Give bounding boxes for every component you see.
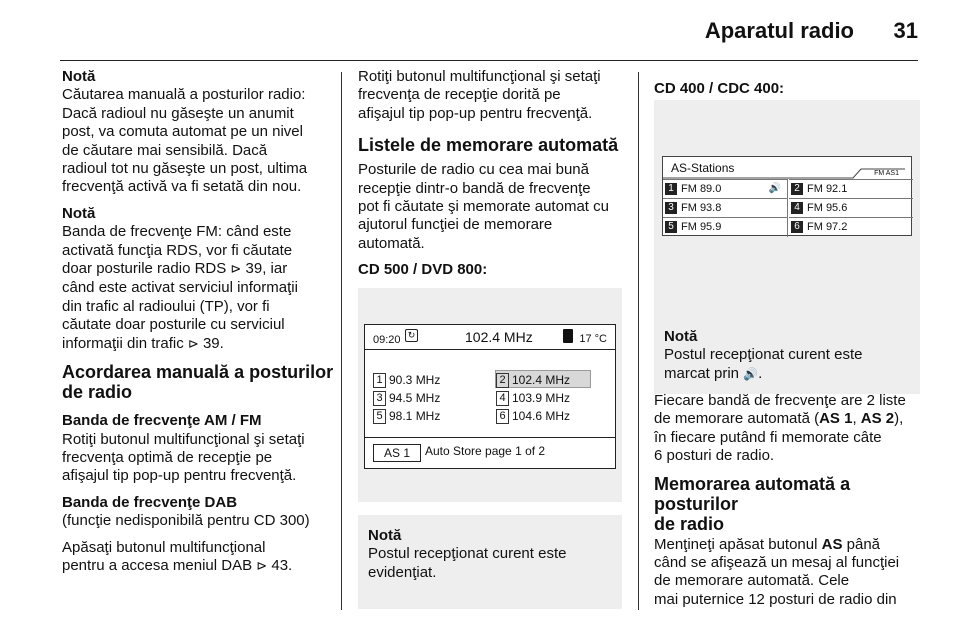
phone-icon (563, 329, 573, 343)
preset-number: 5 (373, 409, 386, 424)
text-line: radioul tot nu găseşte un post, ultima (62, 160, 308, 178)
preset-frequency: FM 95.9 (681, 221, 722, 233)
header-divider (60, 60, 918, 61)
preset-4[interactable] (789, 198, 913, 216)
body-paragraph (358, 161, 634, 253)
text-line: Apăsaţi butonul multifuncţional (62, 538, 266, 556)
cd400-note (664, 328, 862, 383)
preset-frequency: 98.1 MHz (389, 408, 441, 423)
text-line: când este activat serviciul informaţii (62, 279, 298, 297)
text-line: mai puternice 12 posturi de radio din (654, 590, 897, 608)
text-line: căutate doar posturile cu serviciul (62, 316, 285, 334)
text-fragment: doar posturile radio RDS (62, 260, 231, 278)
dab-block (62, 494, 334, 577)
text-line (654, 410, 922, 428)
text-line: recepţie dintr-o bandă de frecvenţe (358, 179, 591, 197)
text-fragment: marcat prin (664, 364, 744, 382)
text-line: Postul recepţionat curent este (368, 545, 567, 563)
text-line (62, 335, 334, 354)
text-line: din trafic al radioului (TP), vor fi (62, 297, 270, 315)
page-reference-arrow-icon: ⊳ (187, 336, 199, 352)
text-fragment: pentru a accesa meniul DAB (62, 556, 257, 574)
text-line: automată. (358, 234, 425, 252)
text-line: 6 posturi de radio. (654, 447, 775, 465)
text-line (62, 260, 334, 279)
cd400-screen-illustration (654, 100, 920, 394)
heading-line: de radio (62, 382, 133, 403)
preset-frequency: FM 95.6 (807, 202, 848, 214)
cd500-screen-illustration (358, 288, 622, 502)
preset-frequency: 102.4 MHz (512, 372, 571, 387)
text-line: Rotiţi butonul multifuncţional şi setaţi (62, 430, 305, 448)
as2-label: AS 2 (860, 410, 895, 428)
text-line: Postul recepţionat curent este (664, 346, 863, 364)
divider (787, 179, 788, 237)
preset-number: 2 (496, 373, 509, 388)
text-line: Dacă radioul nu găseşte un anumit (62, 104, 294, 122)
text-line (654, 536, 922, 554)
page-reference-arrow-icon: ⊳ (256, 558, 268, 574)
column-2 (358, 68, 634, 502)
page-number: 31 (893, 18, 918, 43)
text-line: frecvenţa de recepţie dorită pe (358, 86, 561, 104)
text-line: frecvenţa optimă de recepţie pe (62, 448, 273, 466)
note-title: Notă (664, 328, 698, 345)
text-fragment: , (852, 410, 861, 428)
text-fragment: , iar (262, 260, 288, 278)
text-line: evidenţiat. (368, 563, 437, 581)
text-line: (funcţie nedisponibilă pentru CD 300) (62, 512, 310, 530)
preset-frequency: FM 92.1 (807, 183, 848, 195)
text-fragment: de memorare automată ( (654, 410, 820, 428)
note-title: Notă (62, 68, 96, 85)
status-bar (365, 325, 615, 349)
preset-number: 6 (791, 221, 803, 233)
text-line: Banda de frecvenţe FM: când este (62, 223, 292, 241)
preset-2[interactable] (789, 179, 913, 197)
as1-label: AS 1 (819, 410, 853, 428)
note-block-2 (62, 205, 334, 354)
preset-frequency: FM 93.8 (681, 202, 722, 214)
subheading: Banda de frecvenţe DAB (62, 493, 238, 511)
text-line: frecvenţă activă va fi setată din nou. (62, 178, 302, 196)
section-heading: Listele de memorare automată (358, 135, 619, 156)
text-line: în fiecare putând fi memorate câte (654, 428, 882, 446)
preset-5[interactable] (663, 217, 787, 235)
preset-number: 1 (665, 183, 677, 195)
text-line: Căutarea manuală a posturilor radio: (62, 86, 306, 104)
note-title: Notă (62, 204, 96, 222)
text-line: post, va comuta automat pe un nivel (62, 123, 303, 141)
speaker-icon: 🔊 (743, 366, 759, 381)
text-line: Rotiţi butonul multifuncţional şi setaţi (358, 68, 601, 85)
text-line: activată funcţia RDS, vor fi căutate (62, 241, 293, 259)
temperature: 17 °C (579, 332, 607, 345)
preset-frequency: FM 97.2 (807, 221, 848, 233)
column-divider-2 (638, 72, 639, 610)
page-reference[interactable]: 39 (202, 334, 220, 352)
text-fragment: ), (894, 410, 904, 428)
text-fragment: . (288, 556, 293, 574)
am-fm-block (62, 412, 334, 486)
column-3-body (654, 392, 922, 609)
device-label: CD 400 / CDC 400: (654, 80, 785, 97)
text-fragment: informaţii din trafic (62, 334, 188, 352)
preset-3[interactable] (373, 389, 473, 407)
screen-title: AS-Stations (671, 161, 735, 175)
preset-number: 6 (496, 409, 509, 424)
preset-frequency: 94.5 MHz (389, 390, 441, 405)
preset-4[interactable] (496, 389, 596, 407)
text-line: de căutare mai sensibilă. Dacă (62, 141, 268, 159)
page-reference-arrow-icon: ⊳ (230, 262, 242, 278)
subheading: Banda de frecvenţe AM / FM (62, 412, 262, 430)
section-heading (62, 362, 334, 402)
section-heading (654, 474, 922, 534)
paragraph (654, 392, 922, 466)
preset-number: 5 (665, 221, 677, 233)
clock: 09:20 (373, 333, 401, 346)
preset-number: 1 (373, 373, 386, 388)
preset-number: 3 (665, 202, 677, 214)
heading-line: Acordarea manuală a posturilor (62, 362, 334, 383)
heading-line: de radio (654, 513, 725, 534)
as-button[interactable]: AS 1 (373, 444, 421, 462)
column-divider-1 (341, 72, 342, 610)
text-line: de memorare automată. Cele (654, 572, 850, 590)
auto-store-status: Auto Store page 1 of 2 (425, 444, 546, 459)
text-fragment: Menţineţi apăsat butonul (654, 535, 822, 553)
preset-6[interactable] (496, 407, 596, 425)
display-screen (662, 156, 912, 236)
note-title: Notă (368, 527, 402, 544)
preset-5[interactable] (373, 407, 473, 425)
text-line: Fiecare bandă de frecvenţe are 2 liste (654, 392, 906, 409)
text-line: ajutorul funcţiei de memorare (358, 216, 553, 234)
text-line: pot fi căutate şi memorate automat cu (358, 198, 609, 216)
divider (365, 437, 615, 438)
preset-number: 4 (496, 391, 509, 406)
intro-paragraph (358, 68, 634, 123)
as-button-label: AS (821, 535, 843, 553)
text-line: afişajul tip pop-up pentru frecvenţă. (358, 104, 593, 122)
heading-line: Memorarea automată a posturilor (654, 473, 851, 514)
text-line: marcat prin 🔊. (664, 364, 763, 382)
preset-frequency: FM 89.0 (681, 183, 722, 195)
text-line: Posturile de radio cu cea mai bună (358, 161, 589, 179)
preset-2-highlighted[interactable] (495, 370, 591, 388)
text-fragment: până (842, 535, 881, 553)
cd500-note (358, 515, 622, 609)
speaker-icon: 🔊 (768, 183, 781, 194)
preset-number: 2 (791, 183, 803, 195)
page-reference[interactable]: 39 (245, 260, 263, 278)
text-line (62, 557, 334, 576)
paragraph (654, 536, 922, 610)
header-title: Aparatul radio (704, 18, 854, 43)
note-block-1 (62, 68, 334, 197)
preset-number: 4 (791, 202, 803, 214)
column-1 (62, 68, 334, 576)
preset-frequency: 104.6 MHz (512, 408, 571, 423)
refresh-icon: ↻ (405, 329, 418, 342)
preset-6[interactable] (789, 217, 913, 235)
preset-1[interactable] (663, 179, 787, 197)
text-fragment: . (219, 334, 224, 352)
text-line: afişajul tip pop-up pentru frecvenţă. (62, 467, 297, 485)
device-label: CD 500 / DVD 800: (358, 261, 488, 279)
preset-frequency: 90.3 MHz (389, 372, 441, 387)
page-reference[interactable]: 43 (271, 556, 289, 574)
preset-number: 3 (373, 391, 386, 406)
text-line: când se afişează un mesaj al funcţiei (654, 554, 900, 572)
current-frequency: 102.4 MHz (465, 328, 533, 345)
preset-3[interactable] (663, 198, 787, 216)
page-header (0, 0, 960, 60)
display-screen (364, 324, 616, 469)
screen-tag: FM AS1 (874, 170, 899, 177)
preset-frequency: 103.9 MHz (512, 390, 571, 405)
preset-1[interactable] (373, 371, 473, 389)
divider (365, 349, 615, 350)
